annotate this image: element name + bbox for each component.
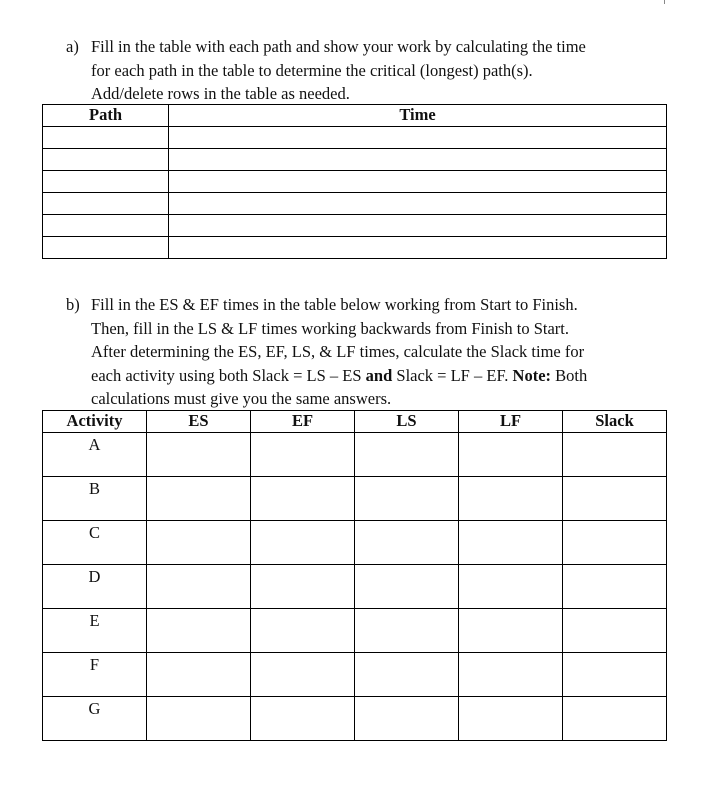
lf-cell[interactable] [459, 565, 563, 609]
table-row [43, 193, 667, 215]
question-a-text [91, 35, 671, 106]
table-row [43, 215, 667, 237]
activity-cell: F [43, 653, 147, 697]
slack-column-header: Slack [563, 411, 667, 433]
time-column-header: Time [169, 105, 667, 127]
lf-cell[interactable] [459, 697, 563, 741]
table-row [43, 171, 667, 193]
question-b-text [91, 293, 671, 411]
path-cell[interactable] [43, 237, 169, 259]
time-cell[interactable] [169, 149, 667, 171]
ls-cell[interactable] [355, 477, 459, 521]
lf-cell[interactable] [459, 653, 563, 697]
table-row [43, 653, 667, 697]
ls-column-header: LS [355, 411, 459, 433]
slack-cell[interactable] [563, 609, 667, 653]
corner-mark [664, 0, 665, 4]
ef-cell[interactable] [251, 653, 355, 697]
question-b-label: b) [66, 295, 80, 314]
lf-cell[interactable] [459, 609, 563, 653]
table-row [43, 477, 667, 521]
es-cell[interactable] [147, 477, 251, 521]
time-cell[interactable] [169, 127, 667, 149]
path-cell[interactable] [43, 149, 169, 171]
slack-cell[interactable] [563, 477, 667, 521]
slack-cell[interactable] [563, 697, 667, 741]
activity-cell: A [43, 433, 147, 477]
question-b-line: calculations must give you the same answers. [91, 389, 392, 408]
es-cell[interactable] [147, 697, 251, 741]
es-cell[interactable] [147, 521, 251, 565]
question-a-line: Fill in the table with each path and show your work by calculating the time [91, 37, 586, 56]
table-header-row [43, 105, 667, 127]
ef-cell[interactable] [251, 433, 355, 477]
ef-cell[interactable] [251, 565, 355, 609]
lf-cell[interactable] [459, 521, 563, 565]
slack-formula-text: each activity using both Slack = LS – ES [91, 365, 366, 385]
slack-cell[interactable] [563, 521, 667, 565]
es-cell[interactable] [147, 565, 251, 609]
question-a-label: a) [66, 37, 79, 56]
path-cell[interactable] [43, 215, 169, 237]
bold-and: and [365, 365, 393, 385]
note-text: Both [551, 365, 588, 385]
activity-schedule-table [42, 410, 667, 741]
path-column-header: Path [43, 105, 169, 127]
table-row [43, 697, 667, 741]
time-cell[interactable] [169, 237, 667, 259]
time-cell[interactable] [169, 215, 667, 237]
path-cell[interactable] [43, 193, 169, 215]
ef-cell[interactable] [251, 477, 355, 521]
lf-column-header: LF [459, 411, 563, 433]
ls-cell[interactable] [355, 609, 459, 653]
lf-cell[interactable] [459, 433, 563, 477]
table-row [43, 565, 667, 609]
table-row [43, 127, 667, 149]
ef-cell[interactable] [251, 521, 355, 565]
question-a-line: Add/delete rows in the table as needed. [91, 84, 350, 103]
ef-cell[interactable] [251, 697, 355, 741]
activity-cell: G [43, 697, 147, 741]
slack-cell[interactable] [563, 565, 667, 609]
table-header-row [43, 411, 667, 433]
table-row [43, 149, 667, 171]
lf-cell[interactable] [459, 477, 563, 521]
question-b-line: After determining the ES, EF, LS, & LF times, calculate the Slack time for [91, 342, 585, 361]
ls-cell[interactable] [355, 653, 459, 697]
es-cell[interactable] [147, 433, 251, 477]
question-b-line [91, 364, 671, 388]
ls-cell[interactable] [355, 565, 459, 609]
ef-cell[interactable] [251, 609, 355, 653]
path-cell[interactable] [43, 127, 169, 149]
question-b-line: Then, fill in the LS & LF times working backwards from Finish to Start. [91, 318, 569, 338]
ef-column-header: EF [251, 411, 355, 433]
time-cell[interactable] [169, 193, 667, 215]
table-row [43, 609, 667, 653]
bold-note: Note: [512, 365, 552, 385]
table-row [43, 521, 667, 565]
question-b-line: Fill in the ES & EF times in the table below working from Start to Finish. [91, 295, 578, 314]
path-cell[interactable] [43, 171, 169, 193]
activity-cell: C [43, 521, 147, 565]
es-cell[interactable] [147, 653, 251, 697]
time-cell[interactable] [169, 171, 667, 193]
ls-cell[interactable] [355, 521, 459, 565]
activity-cell: B [43, 477, 147, 521]
slack-cell[interactable] [563, 433, 667, 477]
es-column-header: ES [147, 411, 251, 433]
slack-cell[interactable] [563, 653, 667, 697]
table-row [43, 433, 667, 477]
activity-cell: D [43, 565, 147, 609]
slack-formula-text-2: Slack = LF – EF. [392, 365, 513, 385]
activity-column-header: Activity [43, 411, 147, 433]
ls-cell[interactable] [355, 697, 459, 741]
table-row [43, 237, 667, 259]
es-cell[interactable] [147, 609, 251, 653]
question-a-line: for each path in the table to determine the critical (longest) path(s). [91, 60, 533, 80]
activity-cell: E [43, 609, 147, 653]
path-time-table [42, 104, 667, 259]
ls-cell[interactable] [355, 433, 459, 477]
